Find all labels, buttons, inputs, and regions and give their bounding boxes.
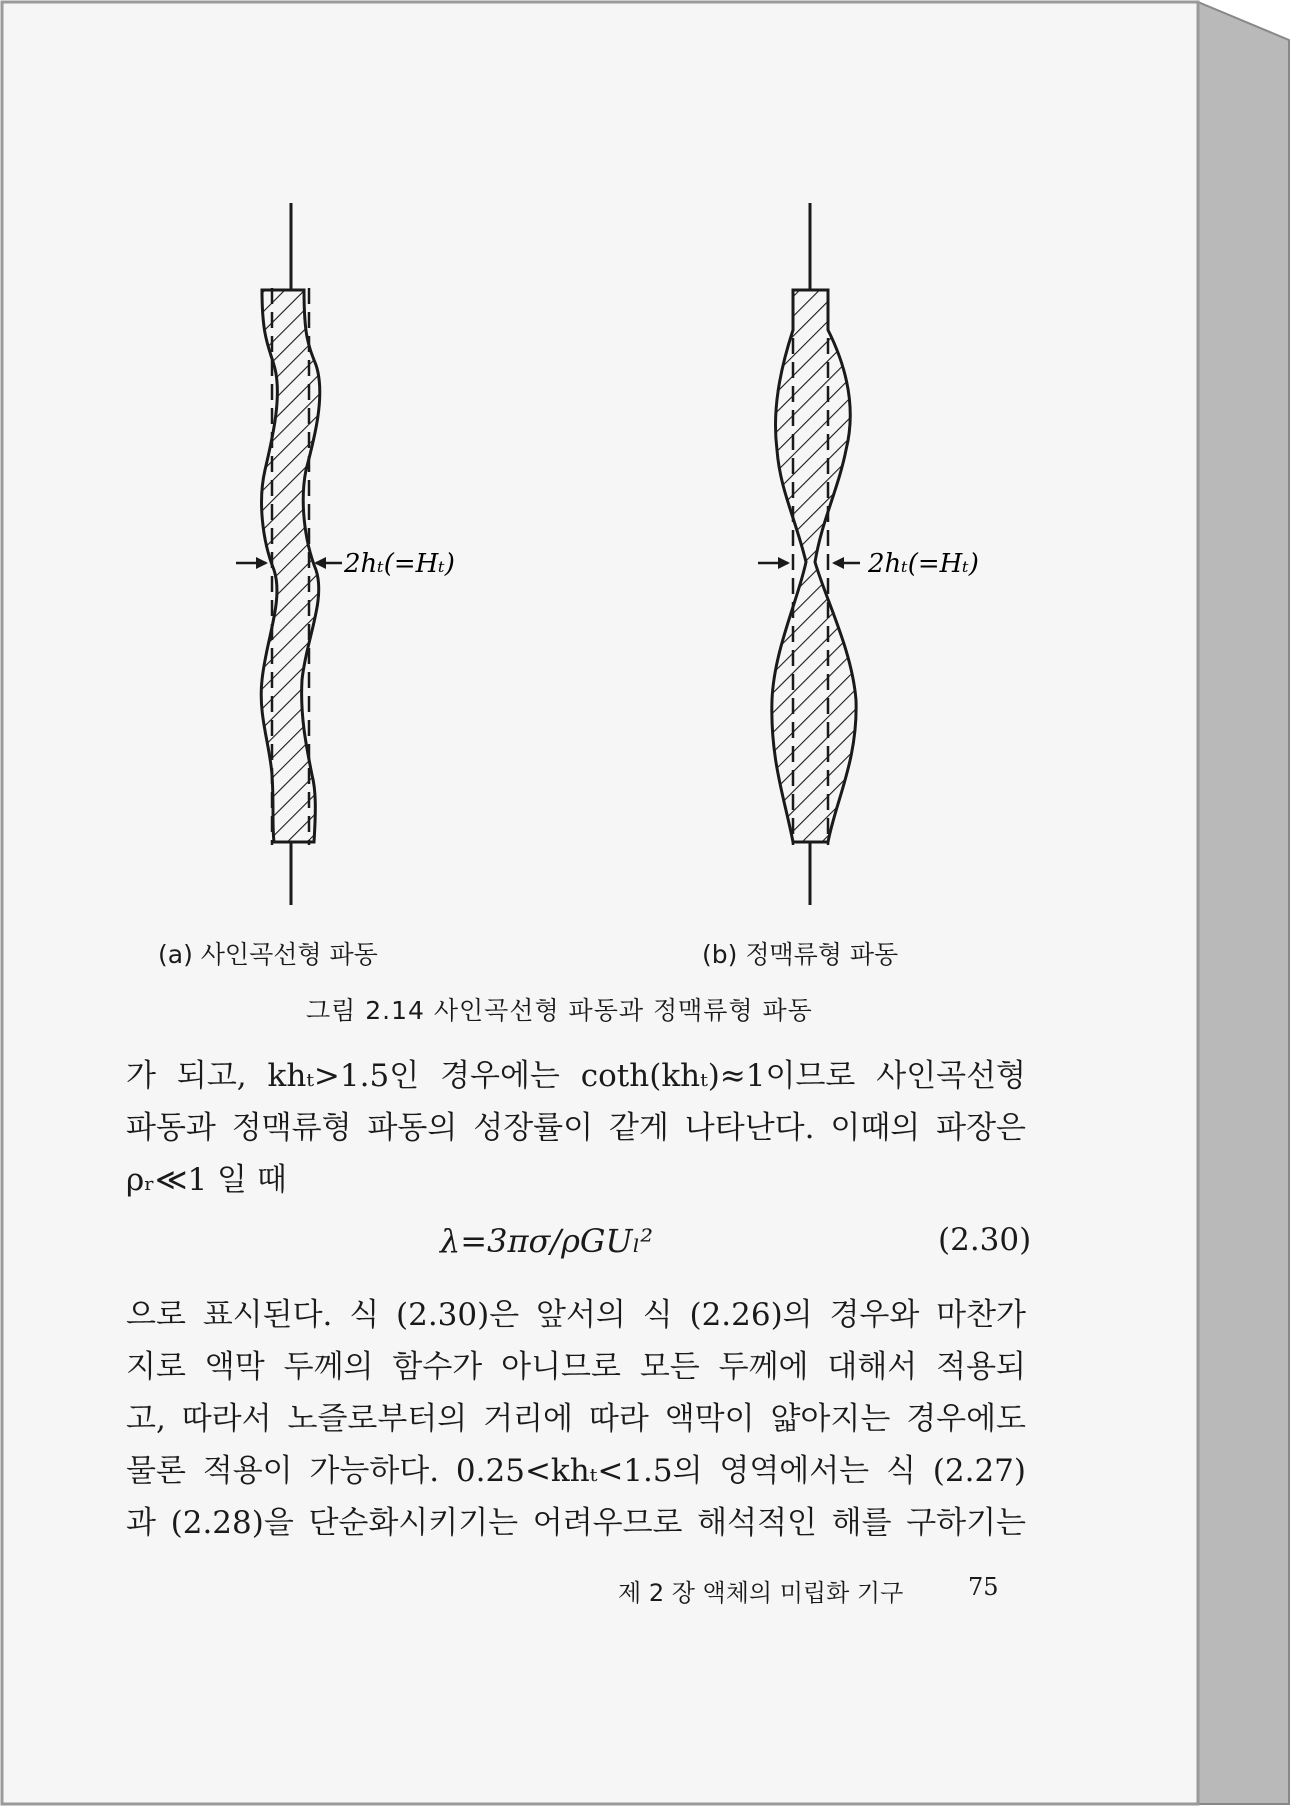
equation-number: (2.30)	[938, 1222, 1032, 1258]
paragraph-1	[126, 1050, 1026, 1206]
book-spine	[1198, 2, 1289, 1804]
page-number: 75	[968, 1573, 999, 1601]
figure-b-label: (b) 정맥류형 파동	[702, 940, 899, 969]
paragraph-line: 고, 따라서 노즐로부터의 거리에 따라 액막이 얇아지는 경우에도	[126, 1401, 1026, 1437]
paragraph-line: ρᵣ≪1 일 때	[126, 1162, 287, 1198]
equation: λ=3πσ/ρGUₗ²	[440, 1222, 654, 1260]
annotation-thickness-a: 2hₜ(=Hₜ)	[344, 549, 455, 579]
figure-caption: 그림 2.14 사인곡선형 파동과 정맥류형 파동	[306, 996, 813, 1025]
figure-a-label: (a) 사인곡선형 파동	[158, 940, 378, 969]
paragraph-line: 으로 표시된다. 식 (2.30)은 앞서의 식 (2.26)의 경우와 마찬가	[126, 1297, 1026, 1333]
paragraph-line: 과 (2.28)을 단순화시키기는 어려우므로 해석적인 해를 구하기는	[126, 1505, 1026, 1541]
paragraph-2	[126, 1289, 1026, 1549]
annotation-thickness-b: 2hₜ(=Hₜ)	[868, 549, 979, 579]
paragraph-line: 파동과 정맥류형 파동의 성장률이 같게 나타난다. 이때의 파장은	[126, 1110, 1026, 1146]
paragraph-line: 물론 적용이 가능하다. 0.25<khₜ<1.5의 영역에서는 식 (2.27)	[126, 1453, 1026, 1489]
paragraph-line: 가 되고, khₜ>1.5인 경우에는 coth(khₜ)≈1이므로 사인곡선형	[126, 1058, 1026, 1094]
footer-chapter: 제 2 장 액체의 미립화 기구	[618, 1579, 904, 1607]
paragraph-line: 지로 액막 두께의 함수가 아니므로 모든 두께에 대해서 적용되	[126, 1349, 1026, 1385]
